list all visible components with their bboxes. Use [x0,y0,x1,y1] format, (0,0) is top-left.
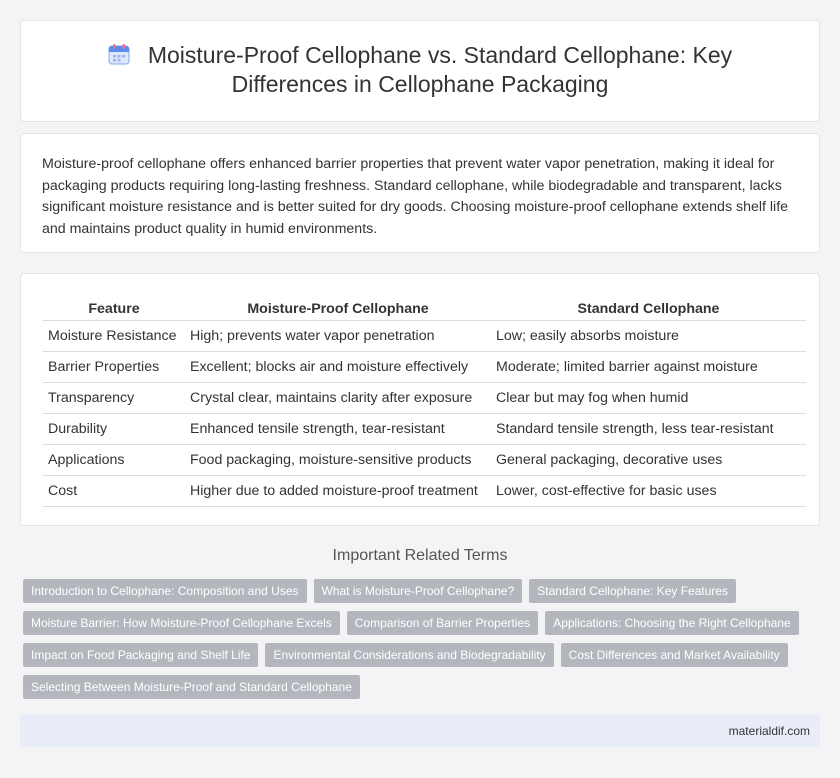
related-term-tag[interactable]: Standard Cellophane: Key Features [529,579,736,603]
intro-paragraph: Moisture-proof cellophane offers enhanced barrier properties that prevent water vapor penetration, making it ideal for packaging products requiring long-lasting freshness. Standard cellophane, while biodegradable and transparent, lacks significant moisture resistance and is better suited for dry goods. Choosing moisture-proof cellophane extends shelf life and maintains product quality in humid environments. [42,156,789,237]
tag-row [23,611,803,635]
tag-row [23,675,803,699]
related-term-tag[interactable]: Introduction to Cellophane: Composition and Uses [23,579,307,603]
table-cell: Moderate; limited barrier against moisture [491,351,806,382]
footer-site-link[interactable]: materialdif.com [728,724,810,738]
tag-row [23,643,803,667]
table-row [43,382,806,413]
related-term-tag[interactable]: Cost Differences and Market Availability [561,643,788,667]
footer [20,714,820,747]
tag-row [23,579,803,603]
header-card [20,20,820,122]
table-cell: Transparency [43,382,185,413]
table-row [43,475,806,506]
related-term-tag[interactable]: Environmental Considerations and Biodegradability [265,643,553,667]
table-cell: Applications [43,444,185,475]
related-term-tag[interactable]: Selecting Between Moisture-Proof and Standard Cellophane [23,675,360,699]
table-header-row [43,298,806,320]
related-term-tag[interactable]: Comparison of Barrier Properties [347,611,538,635]
table-row [43,444,806,475]
table-row [43,351,806,382]
table-cell: Excellent; blocks air and moisture effectively [185,351,491,382]
table-cell: Crystal clear, maintains clarity after exposure [185,382,491,413]
table-row [43,320,806,351]
table-cell: Barrier Properties [43,351,185,382]
related-terms-list [23,579,803,707]
comparison-table [43,298,806,507]
table-cell: High; prevents water vapor penetration [185,320,491,351]
header-moisture-proof: Moisture-Proof Cellophane [185,298,491,320]
header-standard: Standard Cellophane [491,298,806,320]
table-cell: Cost [43,475,185,506]
table-cell: Lower, cost-effective for basic uses [491,475,806,506]
header-feature: Feature [43,298,185,320]
table-cell: Standard tensile strength, less tear-resistant [491,413,806,444]
related-term-tag[interactable]: Applications: Choosing the Right Cellophane [545,611,799,635]
table-cell: Moisture Resistance [43,320,185,351]
page-title [21,41,819,99]
table-cell: Higher due to added moisture-proof treatment [185,475,491,506]
title-line-2: Differences in Cellophane Packaging [231,71,609,97]
related-term-tag[interactable]: Impact on Food Packaging and Shelf Life [23,643,258,667]
title-line-1: Moisture-Proof Cellophane vs. Standard Cellophane: Key [147,42,733,68]
intro-card [20,133,820,253]
related-term-tag[interactable]: Moisture Barrier: How Moisture-Proof Cellophane Excels [23,611,340,635]
table-cell: Durability [43,413,185,444]
table-cell: Clear but may fog when humid [491,382,806,413]
calendar-icon [108,43,130,65]
table-cell: Low; easily absorbs moisture [491,320,806,351]
table-cell: Food packaging, moisture-sensitive products [185,444,491,475]
table-cell: Enhanced tensile strength, tear-resistant [185,413,491,444]
comparison-card [20,273,820,526]
related-term-tag[interactable]: What is Moisture-Proof Cellophane? [314,579,523,603]
related-terms-title: Important Related Terms [332,547,508,564]
table-row [43,413,806,444]
table-cell: General packaging, decorative uses [491,444,806,475]
